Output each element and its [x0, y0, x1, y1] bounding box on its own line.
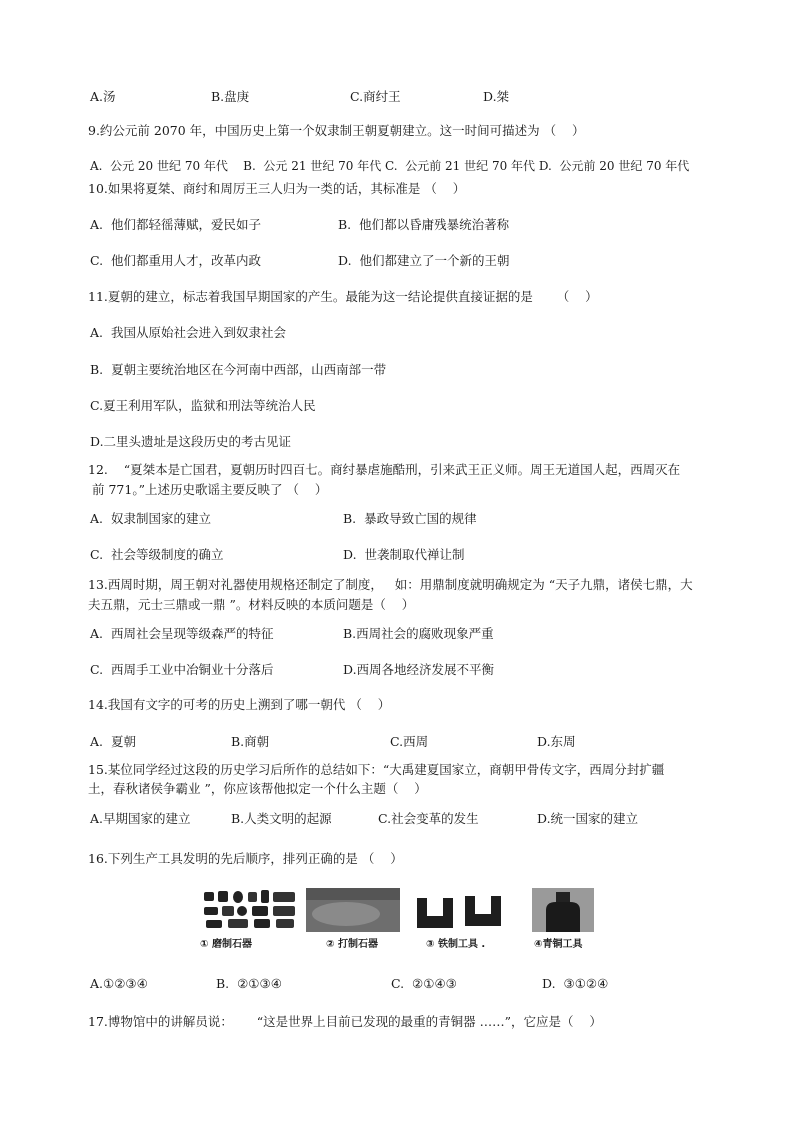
bronze-tools-image: [532, 888, 594, 932]
q16-option-a: A.①②③④: [90, 976, 148, 991]
q12-stem-line1: 12. “夏桀本是亡国君，夏朝历时四百七。商纣暴虐施酷刑，引来武王正义师。周王无道国人起，西周灭在: [88, 462, 681, 477]
q10-stem: 10.如果将夏桀、商纣和周厉王三人归为一类的话，其标准是 （ ）: [88, 181, 466, 196]
q10-option-d: D. 他们都建立了一个新的王朝: [338, 253, 510, 268]
q13-option-d: D.西周各地经济发展不平衡: [343, 662, 495, 677]
q10-option-c: C. 他们都重用人才，改革内政: [90, 253, 262, 268]
q17-stem: 17.博物馆中的讲解员说： “这是世界上目前已发现的最重的青铜器 ……”，它应是（ ）: [88, 1014, 602, 1029]
q16-option-d: D. ③①②④: [542, 976, 609, 991]
q11-option-c: C.夏王利用军队，监狱和刑法等统治人民: [90, 398, 316, 413]
caption-3: ③ 铁制工具 .: [426, 939, 486, 950]
q11-stem: 11.夏朝的建立，标志着我国早期国家的产生。最能为这一结论提供直接证据的是 （ ）: [88, 289, 598, 304]
caption-2: ② 打制石器: [326, 939, 378, 950]
q12-option-b: B. 暴政导致亡国的规律: [343, 511, 477, 526]
q8-option-b: B.盘庚: [211, 89, 250, 104]
q13-option-c: C. 西周手工业中冶铜业十分落后: [90, 662, 274, 677]
q12-option-a: A. 奴隶制国家的建立: [90, 511, 211, 526]
chipped-stone-image: [306, 888, 400, 932]
q10-option-b: B. 他们都以昏庸残暴统治著称: [338, 217, 510, 232]
q12-option-c: C. 社会等级制度的确立: [90, 547, 224, 562]
q13-option-b: B.西周社会的腐败现象严重: [343, 626, 494, 641]
q8-option-a: A.汤: [90, 89, 116, 104]
q15-stem-line2: 土，春秋诸侯争霸业 ”，你应该帮他拟定一个什么主题（ ）: [88, 781, 427, 796]
q10-option-a: A. 他们都轻徭薄赋，爱民如子: [90, 217, 261, 232]
q15-option-d: D.统一国家的建立: [537, 811, 639, 826]
q14-option-d: D.东周: [537, 734, 576, 749]
polished-stone-tools-image: [202, 888, 298, 932]
q15-option-a: A.早期国家的建立: [90, 811, 191, 826]
q11-option-b: B. 夏朝主要统治地区在今河南中西部，山西南部一带: [90, 362, 387, 377]
q14-stem: 14.我国有文字的可考的历史上溯到了哪一朝代 （ ）: [88, 697, 391, 712]
q15-stem-line1: 15.某位同学经过这段的历史学习后所作的总结如下：“大禹建夏国家立，商朝甲骨传文字，西周分封扩疆: [88, 762, 665, 777]
q11-option-a: A. 我国从原始社会进入到奴隶社会: [90, 325, 286, 340]
q13-option-a: A. 西周社会呈现等级森严的特征: [90, 626, 274, 641]
q8-option-c: C.商纣王: [350, 89, 401, 104]
caption-1: ① 磨制石器: [200, 939, 252, 950]
caption-4: ④青铜工具: [534, 939, 583, 950]
q14-option-b: B.商朝: [231, 734, 270, 749]
q16-option-b: B. ②①③④: [216, 976, 282, 991]
q15-option-c: C.社会变革的发生: [378, 811, 479, 826]
q12-option-d: D. 世袭制取代禅让制: [343, 547, 465, 562]
q9-options: A. 公元 20 世纪 70 年代 B. 公元 21 世纪 70 年代 C. 公元前 21 世纪 70 年代 D. 公元前 20 世纪 70 年代: [90, 159, 690, 173]
q14-option-c: C.西周: [390, 734, 429, 749]
q8-option-d: D.桀: [483, 89, 510, 104]
iron-tools-image: [413, 888, 509, 932]
tools-figure: [200, 888, 600, 958]
q16-stem: 16.下列生产工具发明的先后顺序，排列正确的是 （ ）: [88, 851, 403, 866]
q13-stem-line1: 13.西周时期，周王朝对礼器使用规格还制定了制度， 如：用鼎制度就明确规定为 “天子九鼎，诸侯七鼎，大: [88, 577, 693, 592]
q12-stem-line2: 前 771。”上述历史歌谣主要反映了 （ ）: [92, 482, 328, 497]
q11-option-d: D.二里头遗址是这段历史的考古见证: [90, 434, 292, 449]
q9-stem: 9.约公元前 2070 年，中国历史上第一个奴隶制王朝夏朝建立。这一时间可描述为 （ ）: [88, 123, 585, 138]
q16-option-c: C. ②①④③: [391, 976, 457, 991]
q15-option-b: B.人类文明的起源: [231, 811, 332, 826]
q13-stem-line2: 夫五鼎，元士三鼎或一鼎 ”。材料反映的本质问题是（ ）: [88, 597, 415, 612]
q14-option-a: A. 夏朝: [90, 734, 136, 749]
